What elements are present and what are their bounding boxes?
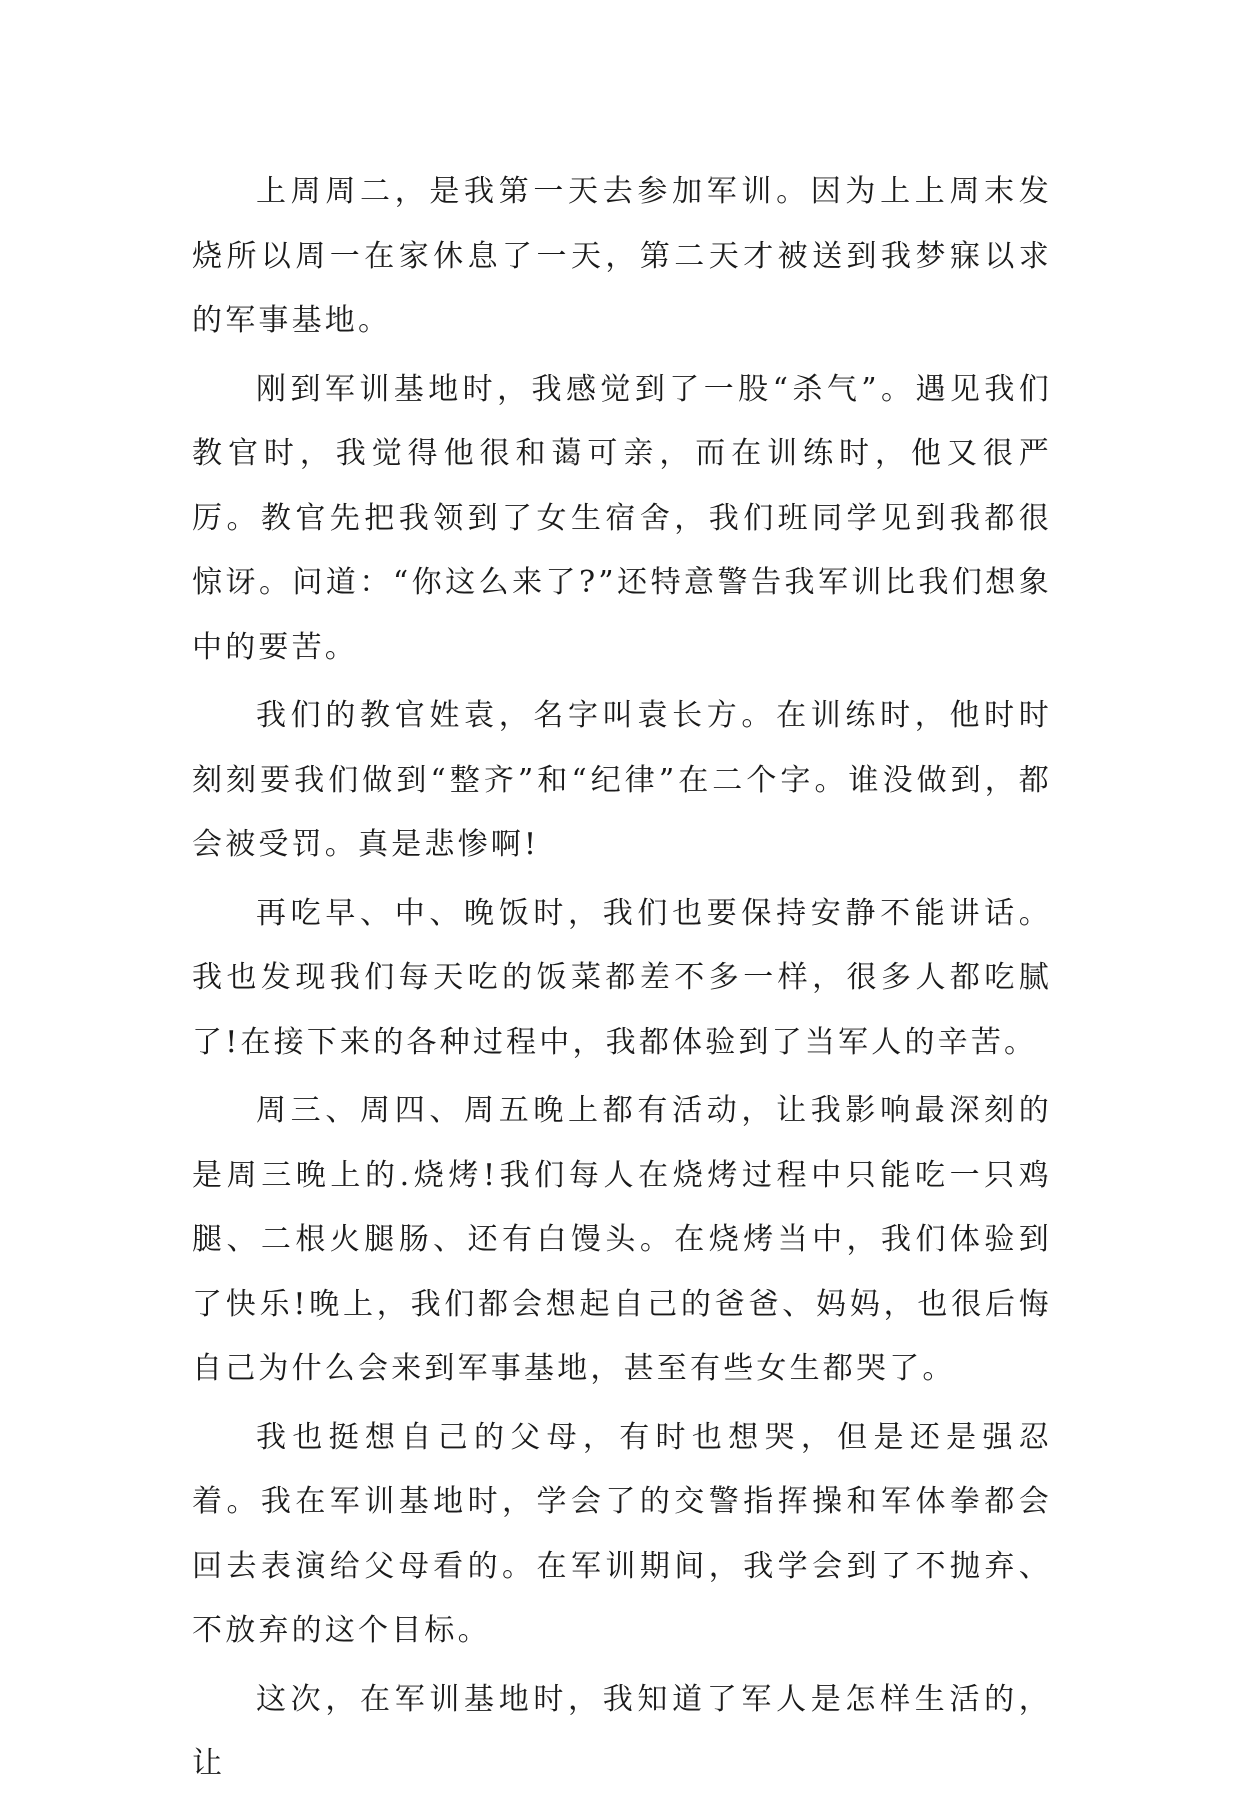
paragraph: 我也挺想自己的父母，有时也想哭，但是还是强忍着。我在军训基地时，学会了的交警指挥操和军体拳都会回去表演给父母看的。在军训期间，我学会到了不抛弃、不放弃的这个目标。 bbox=[192, 1419, 1052, 1648]
paragraph: 周三、周四、周五晚上都有活动，让我影响最深刻的是周三晚上的.烧烤!我们每人在烧烤过程中只能吃一只鸡腿、二根火腿肠、还有白馒头。在烧烤当中，我们体验到了快乐!晚上，我们都会想起自己的爸爸、妈妈，也很后悔自己为什么会来到军事基地，甚至有些女生都哭了。 bbox=[192, 1093, 1052, 1386]
paragraph: 上周周二，是我第一天去参加军训。因为上上周末发烧所以周一在家休息了一天，第二天才被送到我梦寐以求的军事基地。 bbox=[192, 174, 1052, 338]
paragraph: 再吃早、中、晚饭时，我们也要保持安静不能讲话。我也发现我们每天吃的饭菜都差不多一样，很多人都吃腻了!在接下来的各种过程中，我都体验到了当军人的辛苦。 bbox=[192, 895, 1052, 1060]
document-body bbox=[192, 160, 1052, 1801]
paragraph: 刚到军训基地时，我感觉到了一股“杀气”。遇见我们教官时，我觉得他很和蔼可亲，而在训练时，他又很严厉。教官先把我领到了女生宿舍，我们班同学见到我都很惊讶。问道：“你这么来了?”还特意警告我军训比我们想象中的要苦。 bbox=[192, 371, 1052, 665]
paragraph: 这次，在军训基地时，我知道了军人是怎样生活的，让 bbox=[192, 1681, 1052, 1781]
paragraph: 我们的教官姓袁，名字叫袁长方。在训练时，他时时刻刻要我们做到“整齐”和“纪律”在二个字。谁没做到，都会被受罚。真是悲惨啊! bbox=[192, 698, 1052, 862]
